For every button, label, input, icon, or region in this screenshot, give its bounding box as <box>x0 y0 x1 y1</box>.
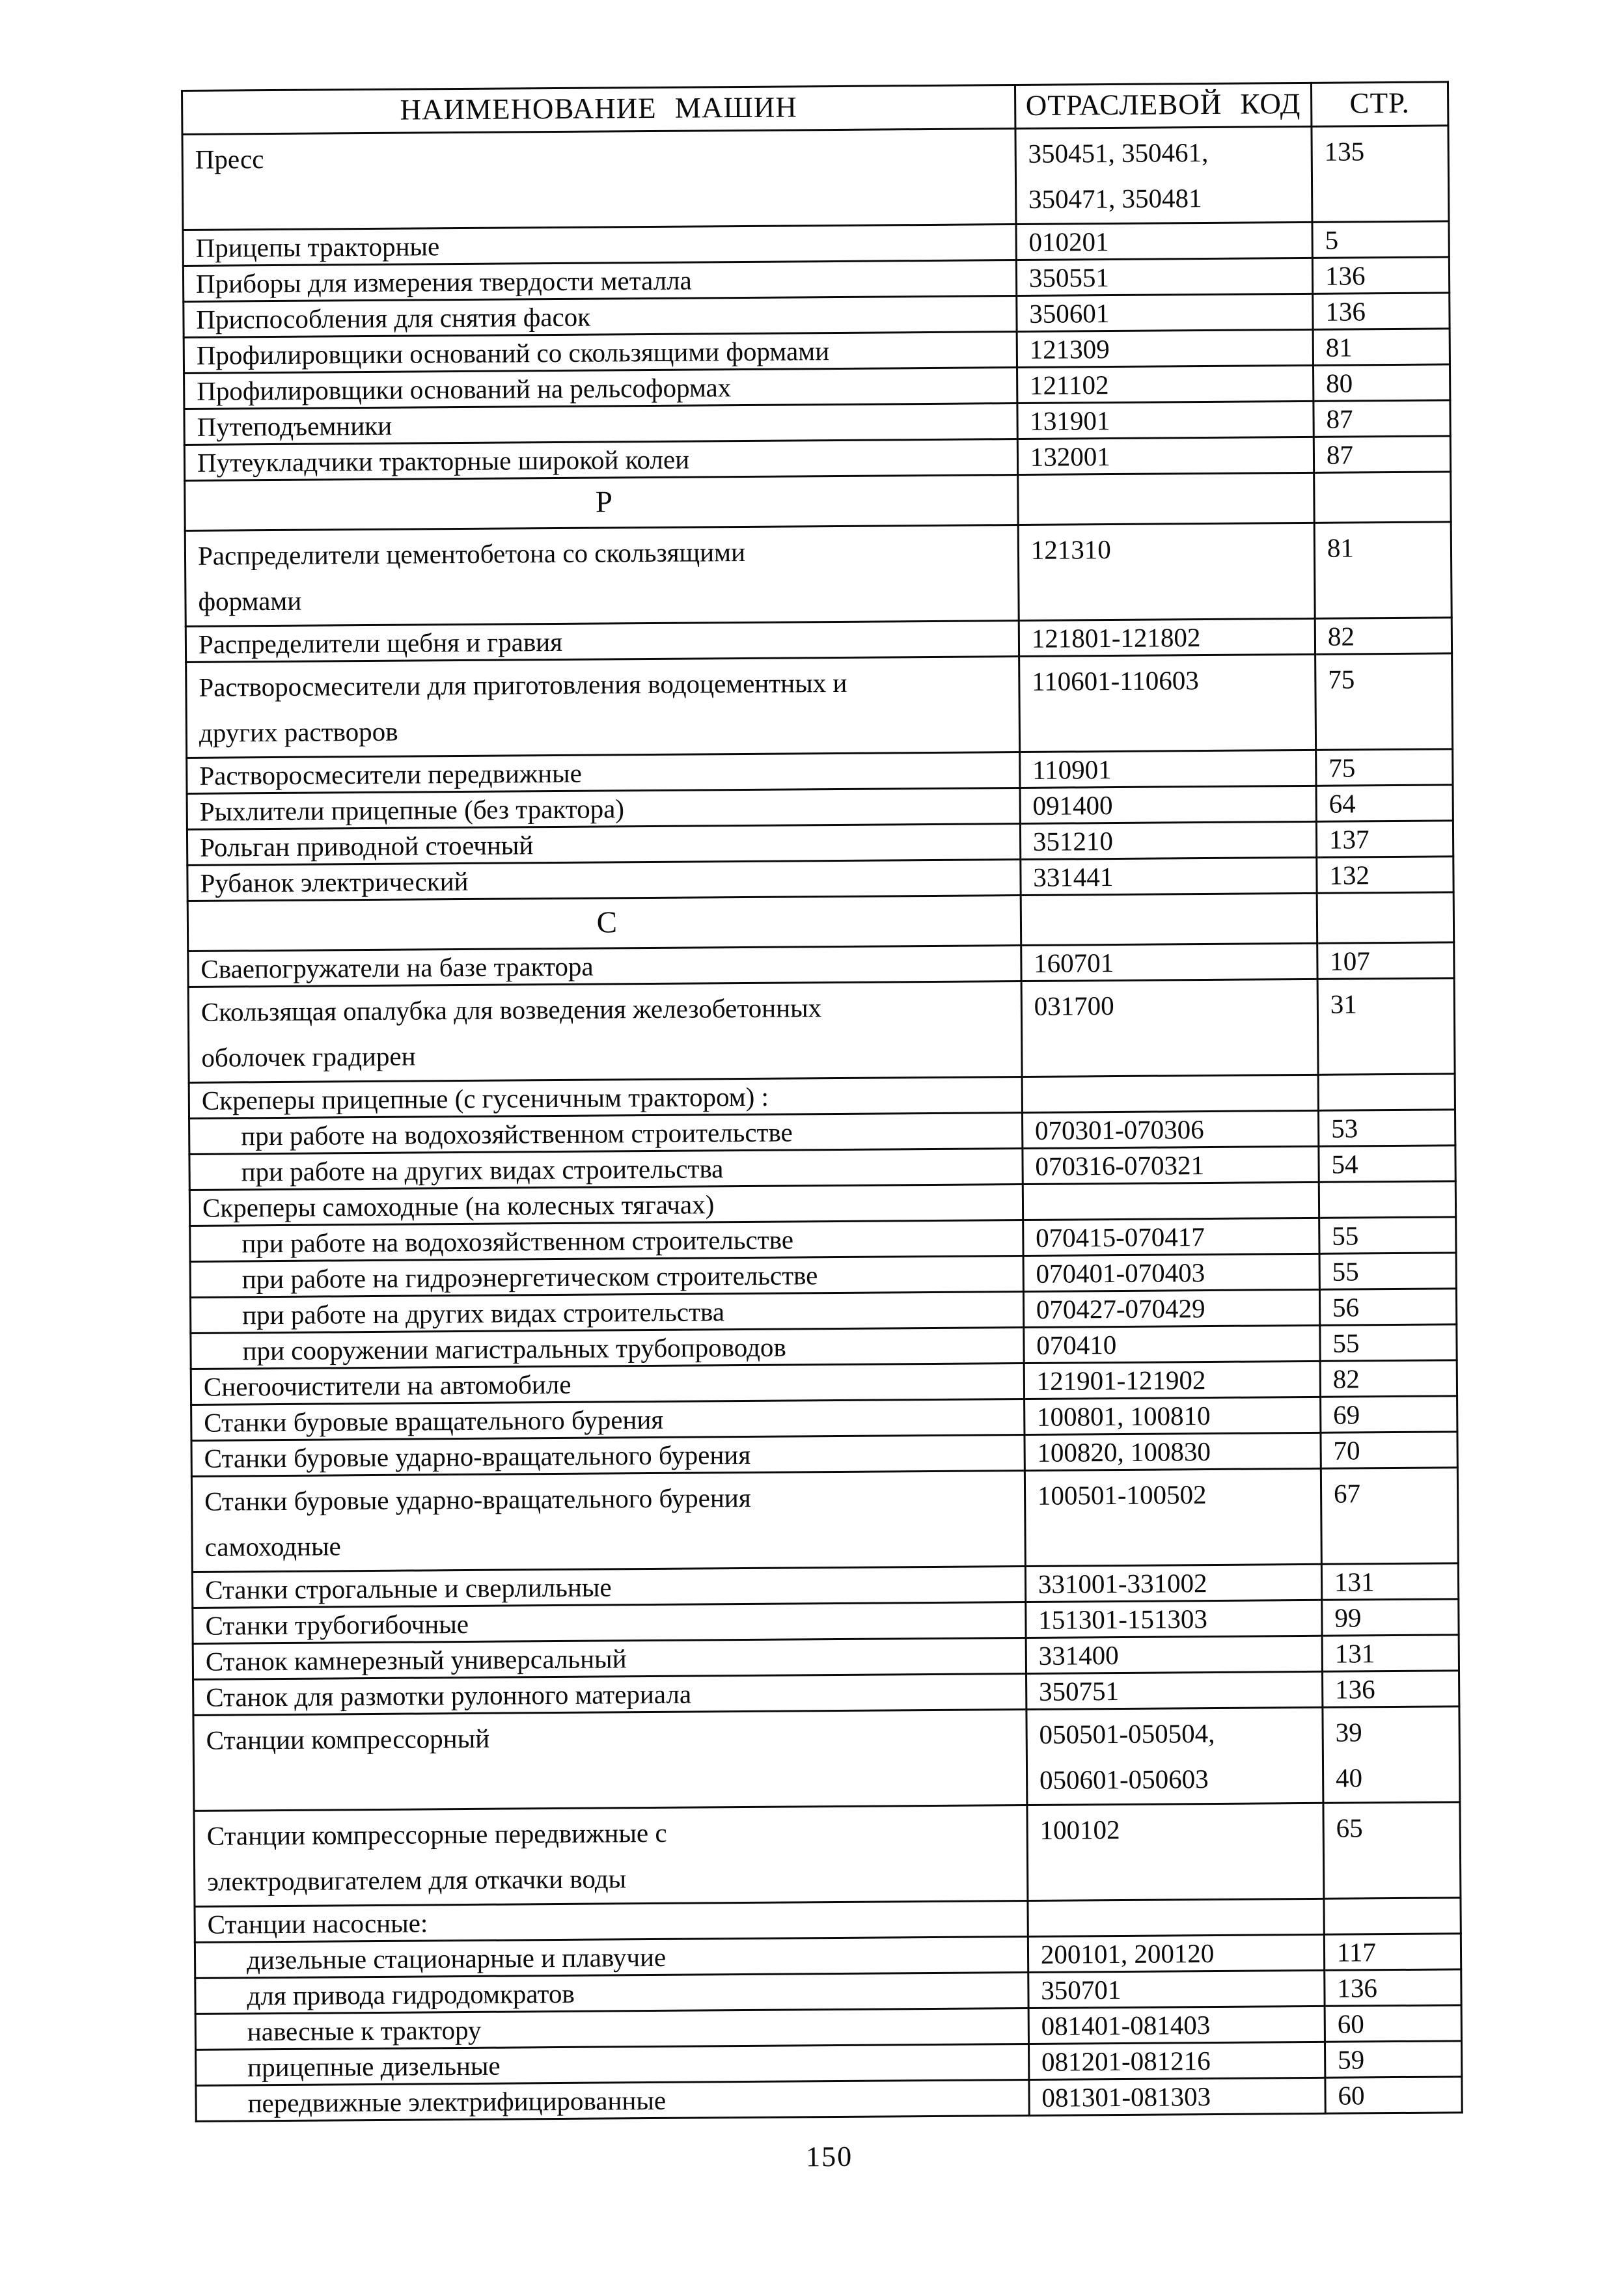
cell-machine-name: Станки трубогибочные <box>193 1602 1026 1643</box>
cell-page-ref: 131 <box>1322 1635 1459 1671</box>
cell-page-ref: 67 <box>1321 1468 1458 1564</box>
cell-machine-name: передвижные электрифицированные <box>196 2079 1029 2121</box>
cell-page-ref: 55 <box>1319 1217 1456 1254</box>
cell-page-ref: 60 <box>1325 2005 1461 2042</box>
cell-page-ref: 54 <box>1319 1145 1455 1182</box>
cell-page-ref: 136 <box>1322 1671 1459 1707</box>
cell-page-ref: 82 <box>1315 618 1452 654</box>
cell-machine-name: прицепные дизельные <box>196 2044 1029 2085</box>
cell-industry-code <box>1022 1075 1318 1112</box>
cell-machine-name: Скреперы прицепные (с гусеничным трактором) : <box>189 1077 1022 1119</box>
cell-machine-name: Приборы для измерения твердости металла <box>183 260 1016 302</box>
cell-page-ref: 132 <box>1317 857 1453 893</box>
cell-page-ref: 80 <box>1313 364 1450 401</box>
cell-industry-code: 331441 <box>1021 857 1317 895</box>
cell-machine-name: Сваепогружатели на базе трактора <box>188 946 1021 987</box>
cell-page-ref: 131 <box>1321 1563 1458 1600</box>
cell-machine-name: Станки буровые ударно-вращательного бурения самоходные <box>191 1471 1025 1572</box>
cell-machine-name: Станки буровые ударно-вращательного бурения <box>191 1435 1025 1477</box>
cell-industry-code: 132001 <box>1017 437 1314 474</box>
cell-machine-name: для привода гидродомкратов <box>195 1972 1028 2014</box>
cell-industry-code <box>1028 1898 1324 1936</box>
cell-page-ref: 75 <box>1315 653 1453 750</box>
cell-industry-code: 070410 <box>1024 1325 1320 1363</box>
cell-machine-name: при работе на водохозяйственном строительстве <box>190 1220 1023 1262</box>
cell-page-ref <box>1319 1181 1455 1218</box>
table-body <box>182 126 1462 2122</box>
cell-machine-name: Распределители щебня и гравия <box>186 621 1019 663</box>
cell-page-ref: 136 <box>1313 293 1450 329</box>
cell-machine-name: дизельные стационарные и плавучие <box>195 1936 1028 1978</box>
page-number: 150 <box>806 2140 853 2173</box>
section-letter-row <box>185 472 1451 531</box>
cell-page-ref: 70 <box>1321 1432 1457 1468</box>
cell-machine-name: Р <box>185 475 1018 531</box>
cell-industry-code: 081401-081403 <box>1028 2006 1325 2044</box>
cell-industry-code: 100102 <box>1027 1803 1324 1900</box>
cell-industry-code: 070301-070306 <box>1022 1110 1318 1148</box>
cell-machine-name: Станции компрессорный <box>193 1709 1027 1811</box>
page-content <box>181 81 1463 2178</box>
table-row <box>194 1802 1461 1907</box>
cell-machine-name: Станок камнерезный универсальный <box>193 1638 1026 1679</box>
table-row <box>182 126 1449 230</box>
cell-machine-name: Рольган приводной стоечный <box>187 824 1020 866</box>
column-header-industry-code: ОТРАСЛЕВОЙ КОД <box>1015 83 1312 128</box>
cell-industry-code: 121801-121802 <box>1019 618 1315 656</box>
cell-page-ref: 64 <box>1316 785 1453 821</box>
cell-page-ref: 136 <box>1312 257 1449 294</box>
cell-industry-code: 121901-121902 <box>1024 1361 1320 1399</box>
table-row <box>188 978 1455 1083</box>
column-header-page: СТР. <box>1311 82 1448 126</box>
cell-machine-name: Станки строгальные и сверлильные <box>192 1566 1025 1608</box>
cell-machine-name: Снегоочистители на автомобиле <box>191 1364 1024 1405</box>
cell-machine-name: Станок для размотки рулонного материала <box>193 1673 1026 1715</box>
cell-machine-name: при сооружении магистральных трубопроводов <box>191 1328 1024 1369</box>
cell-machine-name: Рыхлители прицепные (без трактора) <box>187 788 1020 830</box>
cell-industry-code: 331400 <box>1026 1636 1322 1673</box>
cell-industry-code: 350701 <box>1028 1970 1325 2008</box>
cell-page-ref: 39 40 <box>1323 1706 1460 1803</box>
cell-machine-name: при работе на других видах строительства <box>190 1292 1023 1334</box>
cell-machine-name: Приспособления для снятия фасок <box>184 296 1017 338</box>
cell-industry-code: 151301-151303 <box>1026 1600 1322 1638</box>
cell-machine-name: Прицепы тракторные <box>183 225 1016 266</box>
cell-industry-code <box>1023 1182 1319 1220</box>
cell-industry-code: 100501-100502 <box>1025 1468 1321 1566</box>
machine-index-table <box>181 81 1463 2122</box>
cell-industry-code: 110601-110603 <box>1019 654 1315 752</box>
cell-industry-code: 031700 <box>1021 979 1318 1076</box>
cell-industry-code: 091400 <box>1020 786 1316 823</box>
cell-industry-code: 350551 <box>1016 258 1312 295</box>
cell-page-ref: 65 <box>1323 1802 1461 1898</box>
cell-page-ref: 31 <box>1317 978 1455 1075</box>
table-row <box>185 522 1452 627</box>
cell-page-ref: 59 <box>1325 2041 1461 2077</box>
cell-industry-code: 350451, 350461, 350471, 350481 <box>1015 126 1312 224</box>
cell-page-ref: 53 <box>1318 1110 1455 1146</box>
cell-machine-name: Пресс <box>182 129 1016 230</box>
cell-page-ref: 55 <box>1319 1253 1456 1289</box>
cell-machine-name: Профилировщики оснований на рельсоформах <box>184 368 1017 409</box>
cell-industry-code: 070415-070417 <box>1023 1218 1319 1255</box>
cell-machine-name: при работе на других видах строительства <box>189 1149 1023 1190</box>
cell-industry-code: 010201 <box>1016 222 1312 260</box>
cell-page-ref: 117 <box>1324 1934 1461 1970</box>
cell-industry-code: 121309 <box>1017 329 1313 367</box>
cell-page-ref <box>1318 1074 1455 1110</box>
section-letter-row <box>187 892 1453 952</box>
cell-machine-name: Скользящая опалубка для возведения железобетонных оболочек градирен <box>188 981 1022 1083</box>
cell-industry-code: 121102 <box>1017 365 1313 403</box>
table-row <box>186 653 1453 758</box>
cell-page-ref: 75 <box>1316 749 1453 786</box>
cell-industry-code: 050501-050504, 050601-050603 <box>1026 1707 1323 1805</box>
cell-page-ref: 137 <box>1316 821 1453 857</box>
cell-page-ref: 99 <box>1322 1599 1459 1636</box>
column-header-machine-name: НАИМЕНОВАНИЕ МАШИН <box>182 85 1015 135</box>
cell-machine-name: при работе на водохозяйственном строительстве <box>189 1113 1023 1155</box>
cell-industry-code <box>1021 893 1317 945</box>
cell-page-ref: 107 <box>1317 942 1454 979</box>
cell-page-ref: 81 <box>1313 329 1450 365</box>
cell-machine-name: Станки буровые вращательного бурения <box>191 1399 1025 1441</box>
table-row <box>191 1468 1458 1572</box>
cell-industry-code: 081201-081216 <box>1028 2042 1325 2079</box>
cell-industry-code: 200101, 200120 <box>1028 1934 1324 1972</box>
cell-industry-code: 070401-070403 <box>1023 1254 1319 1291</box>
cell-industry-code: 121310 <box>1018 523 1315 620</box>
cell-industry-code: 350601 <box>1017 294 1313 331</box>
cell-machine-name: С <box>187 896 1021 952</box>
cell-machine-name: Растворосмесители для приготовления водоцементных и других растворов <box>186 657 1020 758</box>
cell-machine-name: Профилировщики оснований со скользящими формами <box>184 332 1017 374</box>
cell-industry-code: 331001-331002 <box>1025 1564 1321 1602</box>
cell-industry-code: 110901 <box>1019 750 1315 788</box>
table-row <box>193 1706 1460 1811</box>
cell-page-ref: 60 <box>1325 2077 1462 2113</box>
cell-machine-name: навесные к трактору <box>195 2008 1028 2049</box>
cell-industry-code: 351210 <box>1020 821 1316 859</box>
cell-machine-name: Распределители цементобетона со скользящими формами <box>185 525 1019 627</box>
cell-page-ref: 56 <box>1319 1289 1456 1325</box>
cell-industry-code: 131901 <box>1017 401 1314 439</box>
cell-machine-name: Путеукладчики тракторные широкой колеи <box>184 439 1017 481</box>
cell-page-ref <box>1317 892 1454 943</box>
cell-page-ref: 135 <box>1312 126 1449 222</box>
cell-machine-name: Рубанок электрический <box>187 860 1021 901</box>
cell-page-ref: 81 <box>1314 522 1452 618</box>
cell-industry-code <box>1017 473 1314 525</box>
cell-machine-name: Скреперы самоходные (на колесных тягачах) <box>189 1185 1023 1226</box>
cell-industry-code: 070316-070321 <box>1023 1146 1319 1184</box>
cell-industry-code: 070427-070429 <box>1023 1289 1319 1327</box>
cell-industry-code: 081301-081303 <box>1029 2077 1325 2115</box>
cell-page-ref: 82 <box>1320 1360 1457 1397</box>
cell-industry-code: 100820, 100830 <box>1025 1432 1321 1470</box>
cell-page-ref: 69 <box>1321 1396 1457 1432</box>
cell-industry-code: 350751 <box>1026 1671 1322 1709</box>
cell-page-ref: 5 <box>1312 221 1449 258</box>
cell-industry-code: 100801, 100810 <box>1024 1397 1320 1434</box>
cell-page-ref: 55 <box>1320 1324 1457 1361</box>
cell-machine-name: Растворосмесители передвижные <box>187 752 1020 794</box>
cell-page-ref: 87 <box>1314 436 1450 473</box>
cell-page-ref <box>1314 472 1452 523</box>
cell-machine-name: Станции компрессорные передвижные с электродвигателем для откачки воды <box>194 1805 1028 1906</box>
cell-page-ref <box>1324 1898 1461 1934</box>
cell-machine-name: Станции насосные: <box>195 1900 1028 1942</box>
cell-machine-name: Путеподъемники <box>184 404 1017 445</box>
cell-page-ref: 87 <box>1314 400 1450 437</box>
cell-machine-name: при работе на гидроэнергетическом строительстве <box>190 1256 1023 1298</box>
cell-industry-code: 160701 <box>1021 943 1317 981</box>
cell-page-ref: 136 <box>1325 1969 1461 2006</box>
